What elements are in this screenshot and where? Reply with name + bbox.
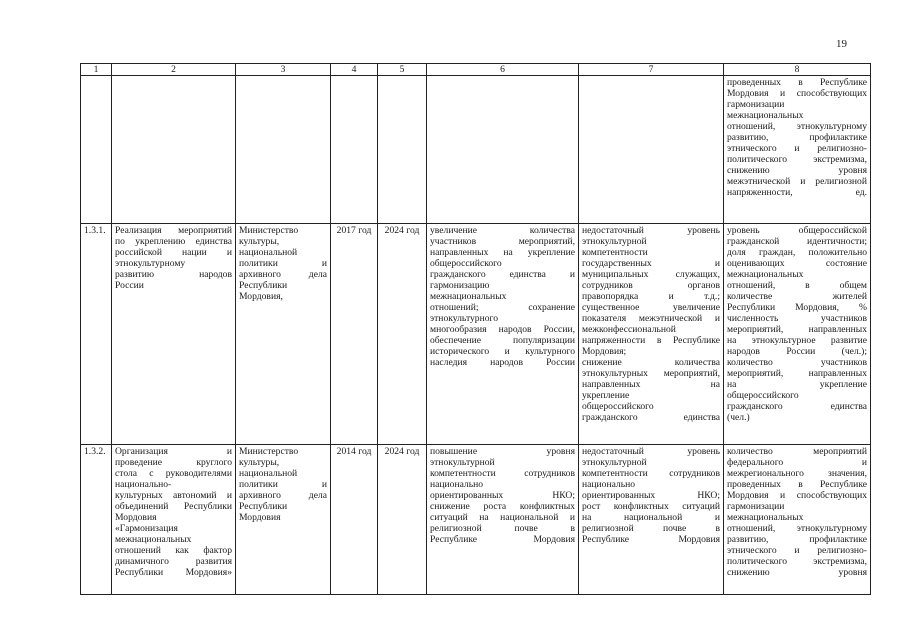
expected-result-cell — [427, 445, 579, 595]
column-header: 8 — [724, 64, 871, 76]
cell-text-line: гармонизации — [727, 99, 785, 110]
cell-text-line: увеличение количества — [430, 225, 575, 236]
cell-text-line: направленных на укрепление — [430, 247, 575, 258]
cell-text-line: компетентности — [582, 247, 648, 258]
cell-text-line: ориентированных НКО; — [582, 490, 720, 501]
table-row — [81, 224, 871, 445]
cell-text-line: политического экстремизма, — [727, 154, 867, 165]
cell-text-line: межконфессиональной — [582, 324, 676, 335]
table-cell — [579, 76, 724, 224]
cell-text-line: национально — [430, 479, 484, 490]
cell-text-line: этнокультурному — [115, 258, 186, 269]
measure-name-cell — [112, 224, 236, 445]
cell-text-line: национальной — [239, 247, 298, 258]
cell-text-line: многообразия народов России, — [430, 324, 575, 335]
cell-text-line: отношений; сохранение — [430, 302, 575, 313]
cell-text-line: оценивающих состояние — [727, 258, 867, 269]
table-cell — [331, 76, 378, 224]
cell-text-line: количество мероприятий — [727, 446, 867, 457]
cell-text-line: рост конфликтных ситуаций — [582, 501, 720, 512]
cell-text-line: религиозной почве в — [430, 523, 575, 534]
cell-text-line: сотрудников органов — [582, 280, 720, 291]
cell-text-line: гармонизации — [727, 501, 785, 512]
cell-text-line: межнациональных — [727, 512, 804, 523]
cell-text-line: проведение круглого — [115, 457, 232, 468]
consequence-cell — [579, 224, 724, 445]
cell-text-line: культуры, — [239, 457, 280, 468]
cell-text-line: России — [115, 280, 144, 291]
cell-text-line: доля граждан, положительно — [727, 247, 867, 258]
cell-text-line: ситуаций на национальной и — [430, 512, 575, 523]
cell-text-line: напряженности в Республике — [582, 335, 720, 346]
column-header: 5 — [378, 64, 427, 76]
cell-text-line: этнокультурных мероприятий, — [582, 368, 720, 379]
cell-text-line: гражданского единства — [582, 412, 720, 423]
cell-text-line: наследия народов России — [430, 357, 575, 368]
cell-text-line: религиозной почве в — [582, 523, 720, 534]
cell-text-line: недостаточный уровень — [582, 225, 720, 236]
cell-text-line: межрегионального значения, — [727, 468, 867, 479]
start-year-cell: 2014 год — [331, 445, 378, 595]
cell-text-line: этнокультурной — [430, 457, 495, 468]
cell-text-line: Республики Мордовия, % — [727, 302, 867, 313]
cell-text-line: развитию, профилактике — [727, 534, 867, 545]
start-year-cell: 2017 год — [331, 224, 378, 445]
cell-text-line: политики и — [239, 258, 327, 269]
table-row-continuation — [81, 76, 871, 224]
measures-table — [80, 63, 871, 595]
cell-text-line: развитию, профилактике — [727, 132, 867, 143]
cell-text-line: напряженности, ед. — [727, 187, 867, 198]
cell-text-line: гражданского единства — [727, 401, 867, 412]
page-number: 19 — [836, 38, 847, 50]
cell-text-line: по укреплению единства — [115, 236, 232, 247]
column-header: 1 — [81, 64, 112, 76]
cell-text-line: объединений Республики — [115, 501, 232, 512]
cell-text-line: общероссийского — [430, 258, 502, 269]
cell-text-line: межнациональных — [727, 269, 804, 280]
cell-text-line: Республики — [239, 280, 288, 291]
cell-text-line: снижению уровня — [727, 165, 867, 176]
cell-text-line: гражданской идентичности; — [727, 236, 867, 247]
end-year-cell: 2024 год — [378, 224, 427, 445]
cell-text-line: Республике Мордовия — [430, 534, 575, 545]
cell-text-line: показателя межэтнической и — [582, 313, 720, 324]
executor-cell — [236, 445, 331, 595]
table-row — [81, 445, 871, 595]
cell-text-line: существенное увеличение — [582, 302, 720, 313]
expected-result-cell — [427, 224, 579, 445]
cell-text-line: динамичного развития — [115, 556, 232, 567]
executor-cell — [236, 224, 331, 445]
cell-text-line: численность участников — [727, 313, 867, 324]
cell-text-line: национально- — [115, 479, 172, 490]
cell-text-line: развитию народов — [115, 269, 232, 280]
column-header: 2 — [112, 64, 236, 76]
cell-text-line: межнациональных — [727, 110, 804, 121]
column-header: 6 — [427, 64, 579, 76]
cell-text-line: архивного дела — [239, 269, 327, 280]
table-cell — [236, 76, 331, 224]
cell-text-line: российской нации и — [115, 247, 232, 258]
cell-text-line: снижение роста конфликтных — [430, 501, 575, 512]
cell-text-line: стола с руководителями — [115, 468, 232, 479]
cell-text-line: Министерство — [239, 446, 299, 457]
cell-text-line: муниципальных служащих, — [582, 269, 720, 280]
cell-text-line: количестве жителей — [727, 291, 867, 302]
cell-text-line: этнокультурной — [582, 236, 647, 247]
cell-text-line: снижению уровня — [727, 567, 867, 578]
cell-text-line: национальной — [239, 468, 298, 479]
cell-text-line: Реализация мероприятий — [115, 225, 232, 236]
cell-text-line: Мордовия и способствующих — [727, 490, 867, 501]
table-cell — [112, 76, 236, 224]
cell-text-line: укрепление — [582, 390, 630, 401]
cell-text-line: культуры, — [239, 236, 280, 247]
cell-text-line: направленных на — [582, 379, 720, 390]
cell-text-line: культурных автономий и — [115, 490, 232, 501]
table-cell — [378, 76, 427, 224]
indicator-cell — [724, 445, 871, 595]
cell-text-line: Республики Мордовия» — [115, 567, 232, 578]
end-year-cell: 2024 год — [378, 445, 427, 595]
cell-text-line: снижение количества — [582, 357, 720, 368]
cell-text-line: Республике Мордовия — [582, 534, 720, 545]
cell-text-line: межнациональных — [115, 534, 192, 545]
cell-text-line: Мордовия — [239, 512, 281, 523]
cell-text-line: отношений, этнокультурному — [727, 121, 867, 132]
row-number-cell: 1.3.1. — [81, 224, 112, 445]
cell-text-line: Мордовия, — [239, 291, 283, 302]
indicator-cell — [724, 76, 871, 224]
table-cell — [81, 76, 112, 224]
cell-text-line: межэтнической и религиозной — [727, 176, 867, 187]
cell-text-line: правопорядка и т.д.; — [582, 291, 720, 302]
cell-text-line: Мордовия — [115, 512, 157, 523]
column-header: 7 — [579, 64, 724, 76]
cell-text-line: недостаточный уровень — [582, 446, 720, 457]
cell-text-line: Организация и — [115, 446, 232, 457]
cell-text-line: количество участников — [727, 357, 867, 368]
cell-text-line: исторического и культурного — [430, 346, 575, 357]
cell-text-line: отношений, этнокультурному — [727, 523, 867, 534]
cell-text-line: отношений, в общем — [727, 280, 867, 291]
cell-text-line: проведенных в Республике — [727, 77, 867, 88]
cell-text-line: мероприятий, направленных — [727, 324, 867, 335]
cell-text-line: политического экстремизма, — [727, 556, 867, 567]
measure-name-cell — [112, 445, 236, 595]
cell-text-line: архивного дела — [239, 490, 327, 501]
cell-text-line: обеспечение популяризации — [430, 335, 575, 346]
cell-text-line: компетентности сотрудников — [430, 468, 575, 479]
cell-text-line: на укрепление — [727, 379, 867, 390]
cell-text-line: повышение уровня — [430, 446, 575, 457]
cell-text-line: этнокультурного — [430, 313, 499, 324]
cell-text-line: Министерство — [239, 225, 299, 236]
cell-text-line: мероприятий, направленных — [727, 368, 867, 379]
indicator-cell — [724, 224, 871, 445]
cell-text-line: компетентности сотрудников — [582, 468, 720, 479]
consequence-cell — [579, 445, 724, 595]
table-cell — [427, 76, 579, 224]
cell-text-line: гражданского единства и — [430, 269, 575, 280]
column-header: 3 — [236, 64, 331, 76]
cell-text-line: гармонизацию — [430, 280, 490, 291]
cell-text-line: этнокультурной — [582, 457, 647, 468]
cell-text-line: общероссийского — [727, 390, 799, 401]
cell-text-line: этнического и религиозно- — [727, 545, 867, 556]
row-number-cell: 1.3.2. — [81, 445, 112, 595]
cell-text-line: участников мероприятий, — [430, 236, 575, 247]
cell-text-line: проведенных в Республике — [727, 479, 867, 490]
cell-text-line: уровень общероссийской — [727, 225, 867, 236]
cell-text-line: межнациональных — [430, 291, 507, 302]
cell-text-line: отношений как фактор — [115, 545, 232, 556]
cell-text-line: национально — [582, 479, 636, 490]
cell-text-line: государственных и — [582, 258, 720, 269]
cell-text-line: этнического и религиозно- — [727, 143, 867, 154]
cell-text-line: ориентированных НКО; — [430, 490, 575, 501]
column-header: 4 — [331, 64, 378, 76]
cell-text-line: народов России (чел.); — [727, 346, 867, 357]
cell-text-line: Республики — [239, 501, 288, 512]
cell-text-line: Мордовия; — [582, 346, 627, 357]
cell-text-line: общероссийского — [582, 401, 654, 412]
cell-text-line: (чел.) — [727, 412, 750, 423]
cell-text-line: на национальной и — [582, 512, 720, 523]
cell-text-line: Мордовия и способствующих — [727, 88, 867, 99]
cell-text-line: федерального и — [727, 457, 867, 468]
cell-text-line: на этнокультурное развитие — [727, 335, 867, 346]
cell-text-line: «Гармонизация — [115, 523, 178, 534]
column-header-row — [81, 64, 871, 76]
cell-text-line: политики и — [239, 479, 327, 490]
